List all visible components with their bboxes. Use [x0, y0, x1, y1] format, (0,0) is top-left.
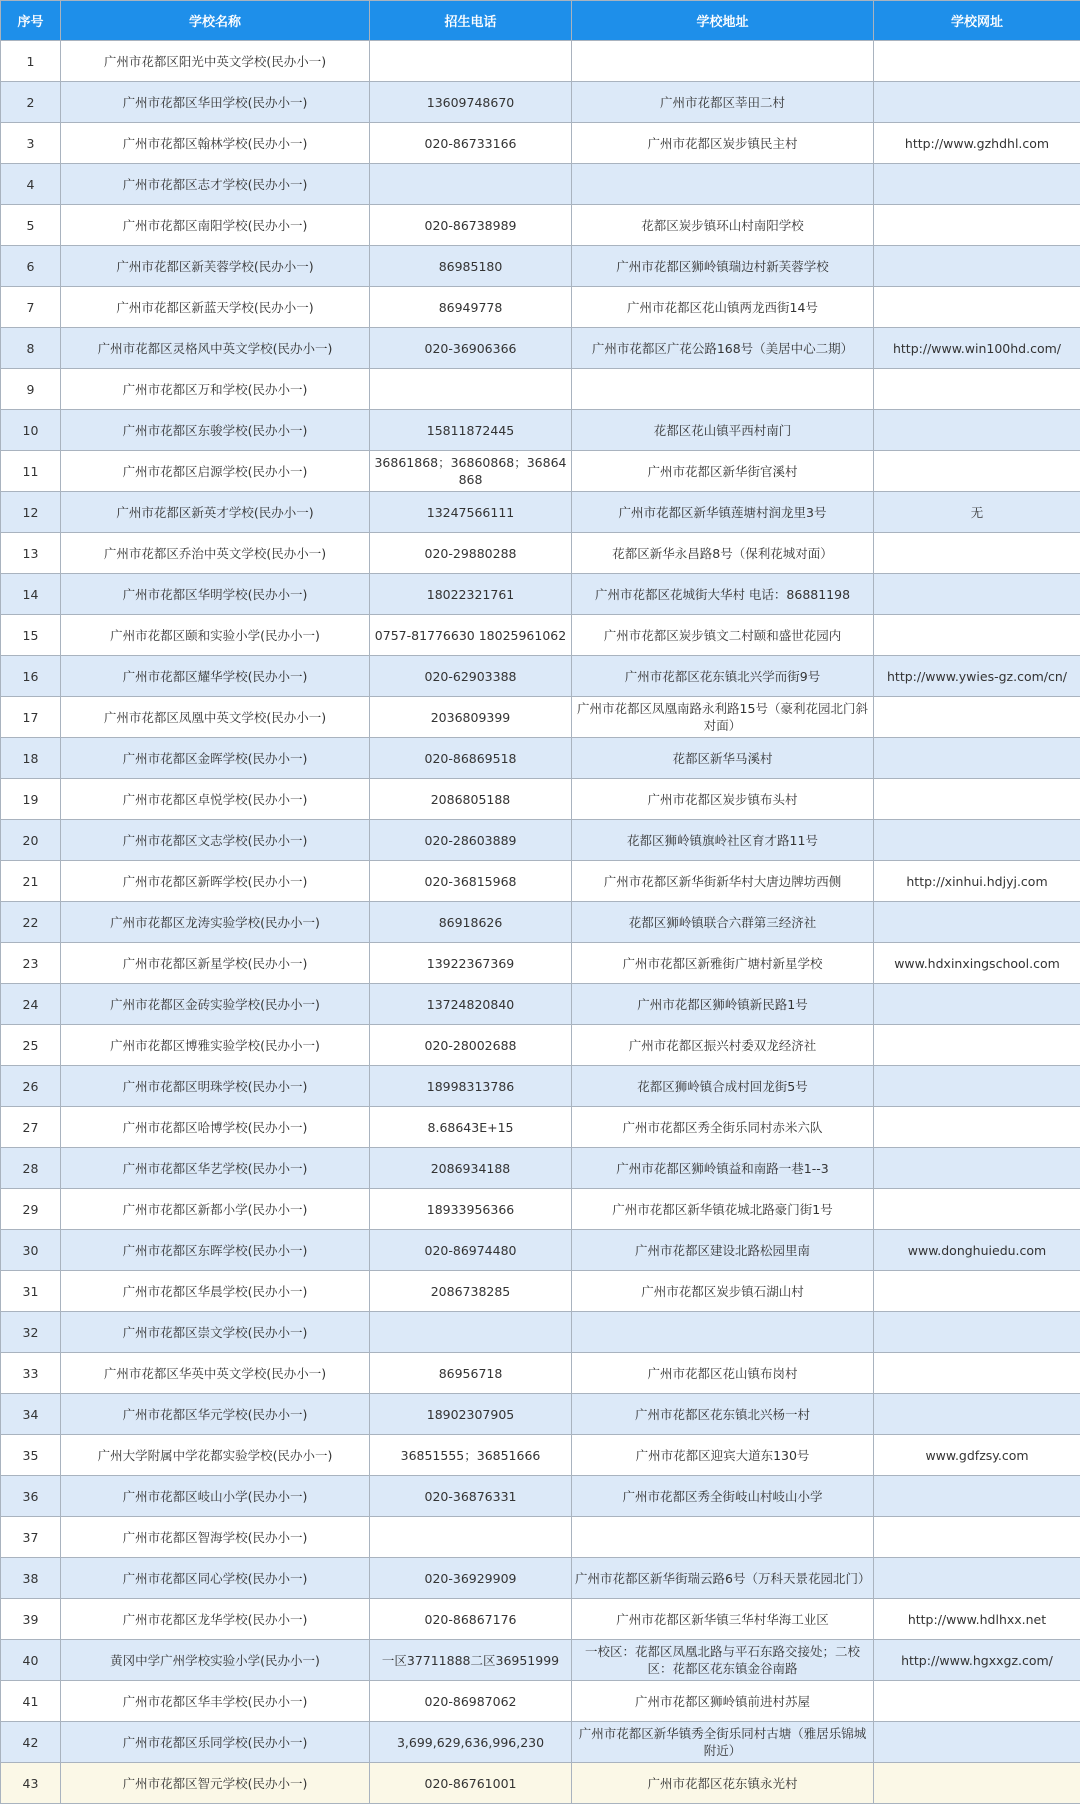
cell-website	[874, 287, 1080, 328]
cell-index: 37	[1, 1517, 61, 1558]
cell-index: 33	[1, 1353, 61, 1394]
cell-index: 26	[1, 1066, 61, 1107]
table-row	[1, 246, 1080, 287]
cell-phone: 020-29880288	[370, 533, 572, 574]
cell-website	[874, 738, 1080, 779]
cell-index: 7	[1, 287, 61, 328]
cell-phone	[370, 164, 572, 205]
cell-school-name: 广州市花都区乔治中英文学校(民办小一)	[61, 533, 370, 574]
cell-school-name: 广州市花都区南阳学校(民办小一)	[61, 205, 370, 246]
cell-address: 广州市花都区花山镇布岗村	[572, 1353, 874, 1394]
cell-school-name: 广州市花都区智元学校(民办小一)	[61, 1763, 370, 1804]
cell-address: 花都区新华永昌路8号（保利花城对面）	[572, 533, 874, 574]
cell-website	[874, 1394, 1080, 1435]
cell-website	[874, 697, 1080, 738]
cell-school-name: 广州市花都区岐山小学(民办小一)	[61, 1476, 370, 1517]
cell-phone: 18022321761	[370, 574, 572, 615]
cell-address: 花都区花山镇平西村南门	[572, 410, 874, 451]
cell-address: 广州市花都区炭步镇石湖山村	[572, 1271, 874, 1312]
cell-website	[874, 1107, 1080, 1148]
cell-address: 广州市花都区炭步镇文二村颐和盛世花园内	[572, 615, 874, 656]
cell-index: 8	[1, 328, 61, 369]
cell-address: 广州市花都区凤凰南路永利路15号（豪利花园北门斜对面）	[572, 697, 874, 738]
cell-website	[874, 1476, 1080, 1517]
cell-school-name: 广州市花都区新蓝天学校(民办小一)	[61, 287, 370, 328]
cell-website	[874, 1681, 1080, 1722]
cell-index: 39	[1, 1599, 61, 1640]
cell-school-name: 广州市花都区文志学校(民办小一)	[61, 820, 370, 861]
cell-phone	[370, 41, 572, 82]
cell-school-name: 广州市花都区明珠学校(民办小一)	[61, 1066, 370, 1107]
cell-phone: 86918626	[370, 902, 572, 943]
cell-index: 27	[1, 1107, 61, 1148]
cell-address: 广州市花都区秀全街乐同村赤米六队	[572, 1107, 874, 1148]
cell-phone: 18998313786	[370, 1066, 572, 1107]
cell-address: 广州市花都区花东镇北兴杨一村	[572, 1394, 874, 1435]
cell-school-name: 广州市花都区颐和实验小学(民办小一)	[61, 615, 370, 656]
cell-phone: 020-86738989	[370, 205, 572, 246]
cell-phone	[370, 369, 572, 410]
cell-address: 广州市花都区炭步镇民主村	[572, 123, 874, 164]
cell-school-name: 广州市花都区凤凰中英文学校(民办小一)	[61, 697, 370, 738]
cell-index: 43	[1, 1763, 61, 1804]
table-row	[1, 205, 1080, 246]
table-row	[1, 574, 1080, 615]
cell-address: 广州市花都区狮岭镇新民路1号	[572, 984, 874, 1025]
cell-index: 31	[1, 1271, 61, 1312]
cell-index: 32	[1, 1312, 61, 1353]
cell-phone: 020-86987062	[370, 1681, 572, 1722]
cell-index: 9	[1, 369, 61, 410]
table-row	[1, 1722, 1080, 1763]
table-row	[1, 123, 1080, 164]
cell-website	[874, 1517, 1080, 1558]
cell-school-name: 广州市花都区新都小学(民办小一)	[61, 1189, 370, 1230]
cell-address: 广州市花都区狮岭镇前进村苏屋	[572, 1681, 874, 1722]
cell-address: 花都区炭步镇环山村南阳学校	[572, 205, 874, 246]
cell-phone	[370, 1517, 572, 1558]
cell-index: 30	[1, 1230, 61, 1271]
cell-website	[874, 1271, 1080, 1312]
cell-address: 花都区狮岭镇旗岭社区育才路11号	[572, 820, 874, 861]
cell-school-name: 广州市花都区耀华学校(民办小一)	[61, 656, 370, 697]
cell-index: 15	[1, 615, 61, 656]
cell-phone: 2086738285	[370, 1271, 572, 1312]
cell-phone: 13609748670	[370, 82, 572, 123]
cell-school-name: 广州市花都区金晖学校(民办小一)	[61, 738, 370, 779]
cell-phone: 2086934188	[370, 1148, 572, 1189]
cell-phone: 020-28603889	[370, 820, 572, 861]
cell-address	[572, 41, 874, 82]
cell-phone: 2086805188	[370, 779, 572, 820]
cell-address: 广州市花都区新雅街广塘村新星学校	[572, 943, 874, 984]
cell-phone: 020-86867176	[370, 1599, 572, 1640]
header-phone: 招生电话	[370, 1, 572, 41]
cell-school-name: 广州市花都区华田学校(民办小一)	[61, 82, 370, 123]
table-row	[1, 1189, 1080, 1230]
cell-address: 广州市花都区狮岭镇瑞边村新芙蓉学校	[572, 246, 874, 287]
table-row	[1, 164, 1080, 205]
cell-website	[874, 1312, 1080, 1353]
cell-address: 广州市花都区花东镇永光村	[572, 1763, 874, 1804]
cell-website	[874, 1148, 1080, 1189]
cell-website	[874, 533, 1080, 574]
header-row	[1, 1, 1080, 41]
cell-school-name: 广州市花都区华丰学校(民办小一)	[61, 1681, 370, 1722]
cell-phone	[370, 1312, 572, 1353]
cell-address: 广州市花都区新华镇三华村华海工业区	[572, 1599, 874, 1640]
cell-phone: 020-86869518	[370, 738, 572, 779]
cell-address: 广州市花都区新华街瑞云路6号（万科天景花园北门）	[572, 1558, 874, 1599]
cell-website	[874, 779, 1080, 820]
cell-index: 22	[1, 902, 61, 943]
cell-school-name: 广州市花都区乐同学校(民办小一)	[61, 1722, 370, 1763]
cell-index: 29	[1, 1189, 61, 1230]
table-row	[1, 328, 1080, 369]
cell-website: http://xinhui.hdjyj.com	[874, 861, 1080, 902]
cell-school-name: 广州市花都区龙涛实验学校(民办小一)	[61, 902, 370, 943]
cell-website	[874, 984, 1080, 1025]
cell-school-name: 广州市花都区启源学校(民办小一)	[61, 451, 370, 492]
table-row	[1, 1353, 1080, 1394]
table-row	[1, 902, 1080, 943]
cell-phone: 8.68643E+15	[370, 1107, 572, 1148]
cell-website	[874, 615, 1080, 656]
cell-address	[572, 1312, 874, 1353]
table-row	[1, 1271, 1080, 1312]
table-row	[1, 1230, 1080, 1271]
cell-address: 花都区狮岭镇联合六群第三经济社	[572, 902, 874, 943]
cell-website: http://www.ywies-gz.com/cn/	[874, 656, 1080, 697]
table-row	[1, 820, 1080, 861]
table-header	[1, 1, 1080, 41]
table-row	[1, 369, 1080, 410]
cell-phone: 36861868；36860868；36864868	[370, 451, 572, 492]
cell-website: http://www.gzhdhl.com	[874, 123, 1080, 164]
cell-website: http://www.hdlhxx.net	[874, 1599, 1080, 1640]
cell-website: www.hdxinxingschool.com	[874, 943, 1080, 984]
table-row	[1, 41, 1080, 82]
cell-address	[572, 369, 874, 410]
cell-address: 一校区：花都区凤凰北路与平石东路交接处；二校区：花都区花东镇金谷南路	[572, 1640, 874, 1681]
cell-phone: 020-86761001	[370, 1763, 572, 1804]
cell-website	[874, 1066, 1080, 1107]
table-row	[1, 287, 1080, 328]
cell-address: 广州市花都区狮岭镇益和南路一巷1--3	[572, 1148, 874, 1189]
header-school-name: 学校名称	[61, 1, 370, 41]
cell-website	[874, 1025, 1080, 1066]
cell-website	[874, 820, 1080, 861]
cell-school-name: 广州市花都区翰林学校(民办小一)	[61, 123, 370, 164]
cell-phone: 0757-81776630 18025961062	[370, 615, 572, 656]
cell-website: www.gdfzsy.com	[874, 1435, 1080, 1476]
cell-website	[874, 205, 1080, 246]
cell-website: 无	[874, 492, 1080, 533]
cell-index: 10	[1, 410, 61, 451]
table-row	[1, 1476, 1080, 1517]
cell-index: 34	[1, 1394, 61, 1435]
cell-phone: 13247566111	[370, 492, 572, 533]
table-body	[1, 41, 1080, 1804]
cell-index: 12	[1, 492, 61, 533]
cell-website: http://www.hgxxgz.com/	[874, 1640, 1080, 1681]
cell-index: 2	[1, 82, 61, 123]
cell-phone: 86949778	[370, 287, 572, 328]
cell-phone: 020-86733166	[370, 123, 572, 164]
table-row	[1, 1025, 1080, 1066]
table-row	[1, 861, 1080, 902]
cell-address: 广州市花都区秀全街岐山村岐山小学	[572, 1476, 874, 1517]
cell-school-name: 广州大学附属中学花都实验学校(民办小一)	[61, 1435, 370, 1476]
cell-school-name: 广州市花都区华艺学校(民办小一)	[61, 1148, 370, 1189]
cell-address: 广州市花都区新华街官溪村	[572, 451, 874, 492]
cell-index: 11	[1, 451, 61, 492]
cell-index: 42	[1, 1722, 61, 1763]
cell-website	[874, 1353, 1080, 1394]
table-row	[1, 410, 1080, 451]
cell-address: 广州市花都区花城街大华村 电话：86881198	[572, 574, 874, 615]
cell-phone: 86956718	[370, 1353, 572, 1394]
cell-phone: 36851555；36851666	[370, 1435, 572, 1476]
cell-address	[572, 164, 874, 205]
cell-website	[874, 451, 1080, 492]
cell-index: 19	[1, 779, 61, 820]
cell-website	[874, 1558, 1080, 1599]
cell-website	[874, 369, 1080, 410]
cell-school-name: 广州市花都区东晖学校(民办小一)	[61, 1230, 370, 1271]
cell-school-name: 广州市花都区阳光中英文学校(民办小一)	[61, 41, 370, 82]
cell-phone: 020-36929909	[370, 1558, 572, 1599]
cell-school-name: 广州市花都区东骏学校(民办小一)	[61, 410, 370, 451]
cell-phone: 3,699,629,636,996,230	[370, 1722, 572, 1763]
table-row	[1, 656, 1080, 697]
cell-phone: 86985180	[370, 246, 572, 287]
cell-index: 6	[1, 246, 61, 287]
cell-phone: 18902307905	[370, 1394, 572, 1435]
cell-index: 1	[1, 41, 61, 82]
cell-address: 广州市花都区建设北路松园里南	[572, 1230, 874, 1271]
cell-school-name: 广州市花都区同心学校(民办小一)	[61, 1558, 370, 1599]
cell-school-name: 广州市花都区龙华学校(民办小一)	[61, 1599, 370, 1640]
table-row	[1, 1148, 1080, 1189]
cell-phone: 020-36876331	[370, 1476, 572, 1517]
cell-address: 广州市花都区炭步镇布头村	[572, 779, 874, 820]
table-row	[1, 697, 1080, 738]
cell-school-name: 广州市花都区新晖学校(民办小一)	[61, 861, 370, 902]
cell-school-name: 广州市花都区卓悦学校(民办小一)	[61, 779, 370, 820]
cell-phone: 18933956366	[370, 1189, 572, 1230]
cell-index: 17	[1, 697, 61, 738]
table-row	[1, 1763, 1080, 1804]
cell-phone: 一区37711888二区36951999	[370, 1640, 572, 1681]
header-website: 学校网址	[874, 1, 1080, 41]
table-row	[1, 1599, 1080, 1640]
cell-website: http://www.win100hd.com/	[874, 328, 1080, 369]
table-row	[1, 451, 1080, 492]
cell-address: 广州市花都区广花公路168号（美居中心二期）	[572, 328, 874, 369]
cell-index: 21	[1, 861, 61, 902]
cell-index: 3	[1, 123, 61, 164]
cell-address: 广州市花都区新华街新华村大唐边牌坊西侧	[572, 861, 874, 902]
cell-phone: 020-36906366	[370, 328, 572, 369]
cell-address: 广州市花都区新华镇花城北路豪门街1号	[572, 1189, 874, 1230]
table-row	[1, 1640, 1080, 1681]
cell-index: 24	[1, 984, 61, 1025]
cell-school-name: 广州市花都区博雅实验学校(民办小一)	[61, 1025, 370, 1066]
cell-school-name: 广州市花都区哈博学校(民办小一)	[61, 1107, 370, 1148]
cell-index: 25	[1, 1025, 61, 1066]
cell-school-name: 广州市花都区灵格风中英文学校(民办小一)	[61, 328, 370, 369]
cell-index: 20	[1, 820, 61, 861]
cell-address: 广州市花都区新华镇莲塘村润龙里3号	[572, 492, 874, 533]
table-row	[1, 779, 1080, 820]
cell-address: 花都区狮岭镇合成村回龙街5号	[572, 1066, 874, 1107]
cell-website	[874, 410, 1080, 451]
cell-website	[874, 1763, 1080, 1804]
cell-address: 花都区新华马溪村	[572, 738, 874, 779]
cell-index: 5	[1, 205, 61, 246]
cell-address: 广州市花都区新华镇秀全街乐同村古塘（雅居乐锦城附近）	[572, 1722, 874, 1763]
cell-website	[874, 574, 1080, 615]
cell-phone: 020-86974480	[370, 1230, 572, 1271]
cell-address: 广州市花都区振兴村委双龙经济社	[572, 1025, 874, 1066]
cell-school-name: 广州市花都区新星学校(民办小一)	[61, 943, 370, 984]
cell-phone: 15811872445	[370, 410, 572, 451]
table-row	[1, 1681, 1080, 1722]
cell-index: 28	[1, 1148, 61, 1189]
cell-index: 35	[1, 1435, 61, 1476]
cell-website	[874, 82, 1080, 123]
table-row	[1, 1107, 1080, 1148]
table-row	[1, 82, 1080, 123]
cell-school-name: 广州市花都区华晨学校(民办小一)	[61, 1271, 370, 1312]
cell-index: 40	[1, 1640, 61, 1681]
cell-index: 38	[1, 1558, 61, 1599]
cell-index: 18	[1, 738, 61, 779]
cell-address: 广州市花都区迎宾大道东130号	[572, 1435, 874, 1476]
cell-index: 13	[1, 533, 61, 574]
cell-address: 广州市花都区莘田二村	[572, 82, 874, 123]
cell-website	[874, 902, 1080, 943]
cell-phone: 020-28002688	[370, 1025, 572, 1066]
cell-website	[874, 41, 1080, 82]
cell-index: 14	[1, 574, 61, 615]
cell-website	[874, 246, 1080, 287]
cell-address: 广州市花都区花山镇两龙西街14号	[572, 287, 874, 328]
cell-school-name: 黄冈中学广州学校实验小学(民办小一)	[61, 1640, 370, 1681]
cell-school-name: 广州市花都区华英中英文学校(民办小一)	[61, 1353, 370, 1394]
table-row	[1, 533, 1080, 574]
table-row	[1, 1394, 1080, 1435]
cell-website: www.donghuiedu.com	[874, 1230, 1080, 1271]
cell-phone: 13922367369	[370, 943, 572, 984]
cell-website	[874, 164, 1080, 205]
cell-website	[874, 1722, 1080, 1763]
cell-address: 广州市花都区花东镇北兴学而街9号	[572, 656, 874, 697]
cell-index: 41	[1, 1681, 61, 1722]
cell-school-name: 广州市花都区华明学校(民办小一)	[61, 574, 370, 615]
table-row	[1, 1066, 1080, 1107]
cell-address	[572, 1517, 874, 1558]
table-row	[1, 1312, 1080, 1353]
cell-phone: 13724820840	[370, 984, 572, 1025]
cell-index: 36	[1, 1476, 61, 1517]
cell-index: 4	[1, 164, 61, 205]
cell-school-name: 广州市花都区万和学校(民办小一)	[61, 369, 370, 410]
cell-school-name: 广州市花都区志才学校(民办小一)	[61, 164, 370, 205]
cell-school-name: 广州市花都区华元学校(民办小一)	[61, 1394, 370, 1435]
cell-school-name: 广州市花都区新芙蓉学校(民办小一)	[61, 246, 370, 287]
cell-phone: 020-36815968	[370, 861, 572, 902]
cell-school-name: 广州市花都区崇文学校(民办小一)	[61, 1312, 370, 1353]
cell-phone: 2036809399	[370, 697, 572, 738]
table-row	[1, 1558, 1080, 1599]
table-row	[1, 738, 1080, 779]
cell-school-name: 广州市花都区新英才学校(民办小一)	[61, 492, 370, 533]
table-row	[1, 984, 1080, 1025]
cell-school-name: 广州市花都区金砖实验学校(民办小一)	[61, 984, 370, 1025]
header-address: 学校地址	[572, 1, 874, 41]
cell-website	[874, 1189, 1080, 1230]
header-index: 序号	[1, 1, 61, 41]
cell-school-name: 广州市花都区智海学校(民办小一)	[61, 1517, 370, 1558]
table-row	[1, 1435, 1080, 1476]
table-row	[1, 615, 1080, 656]
cell-phone: 020-62903388	[370, 656, 572, 697]
table-row	[1, 492, 1080, 533]
table-row	[1, 943, 1080, 984]
cell-index: 23	[1, 943, 61, 984]
cell-index: 16	[1, 656, 61, 697]
table-row	[1, 1517, 1080, 1558]
